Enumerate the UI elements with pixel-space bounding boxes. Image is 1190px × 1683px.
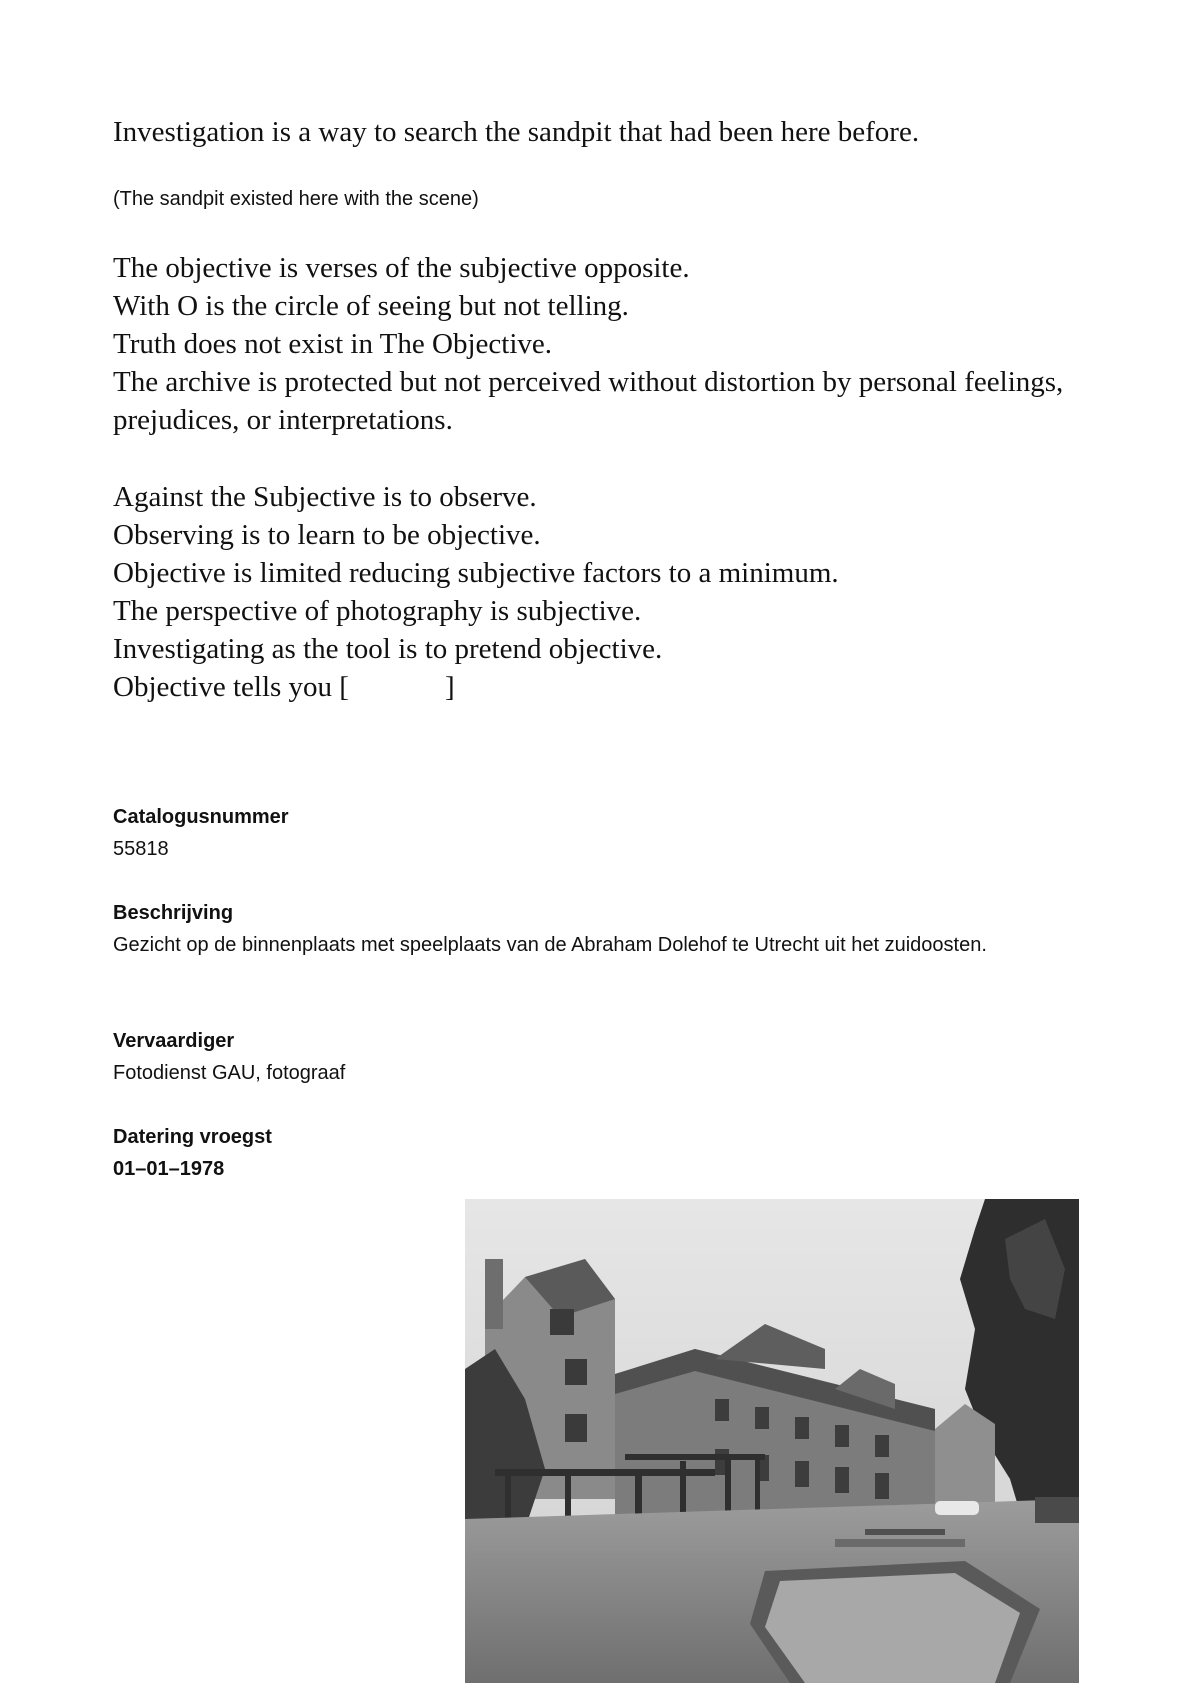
description-value: Gezicht op de binnenplaats met speelplaats van de Abraham Dolehof te Utrecht uit het zuidoosten.: [113, 934, 987, 956]
poem-line: The archive is protected but not perceived without distortion by personal feelings, prejudices, or interpretations.: [113, 366, 1064, 436]
poem-line: Truth does not exist in The Objective.: [113, 328, 552, 360]
poem-line: The perspective of photography is subjective.: [113, 595, 642, 627]
description-field: [113, 897, 1073, 961]
poem-final-suffix: ]: [444, 671, 455, 703]
intro-note: (The sandpit existed here with the scene): [113, 188, 479, 210]
courtyard-photo: [465, 1199, 1079, 1683]
poem-final-prefix: Objective tells you [: [113, 671, 349, 703]
catalog-value: 55818: [113, 838, 169, 860]
maker-label: Vervaardiger: [113, 1030, 235, 1052]
poem-line: Investigating as the tool is to pretend objective.: [113, 633, 663, 665]
courtyard-photo-icon: [465, 1199, 1079, 1683]
poem-stanza-one: [113, 249, 1073, 439]
catalog-field: [113, 801, 1073, 865]
poem-line: The objective is verses of the subjective opposite.: [113, 252, 690, 284]
catalog-label: Catalogusnummer: [113, 806, 289, 828]
poem-stanza-two: [113, 478, 1073, 706]
poem-line: Observing is to learn to be objective.: [113, 519, 541, 551]
date-field: [113, 1121, 1073, 1185]
poem-line: Against the Subjective is to observe.: [113, 481, 537, 513]
date-value: 01–01–1978: [113, 1158, 225, 1180]
poem-line: Objective is limited reducing subjective factors to a minimum.: [113, 557, 839, 589]
intro-heading: Investigation is a way to search the sandpit that had been here before.: [113, 116, 920, 148]
date-label: Datering vroegst: [113, 1126, 272, 1148]
description-label: Beschrijving: [113, 902, 234, 924]
poem-final-line: [113, 668, 1073, 706]
poem-line: With O is the circle of seeing but not telling.: [113, 290, 629, 322]
maker-value: Fotodienst GAU, fotograaf: [113, 1062, 346, 1084]
maker-field: [113, 1025, 1073, 1089]
